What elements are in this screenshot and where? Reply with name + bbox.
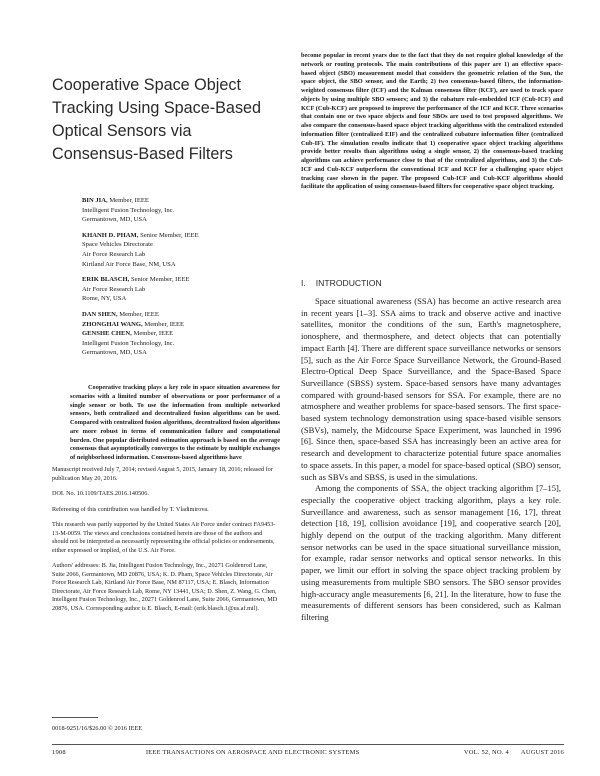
section-title: INTRODUCTION xyxy=(315,278,382,288)
author-role: Member, IEEE xyxy=(119,310,159,318)
page-number: 1908 xyxy=(52,749,66,756)
body-paragraph: Space situational awareness (SSA) has become an active research area in recent years [1–3]. SSA aims to track and observe active and inactive satellites, monitor the conditions of the sun, Earth's magnetosphere, ionosphere, and thermosphere, and detect objects that can potentially impact Earth [4]. There are different space surveillance networks or sensors [5], such as the Air Force Space Surveillance Network, the Ground-Based Electro-Optical Deep Space Surveillance, and the Space-Based Space Surveillance (SBSS) system. Space-based sensors have many advantages compared with ground-based sensors for SSA. For example, there are no atmosphere and weather problems for space-based sensors. The first space-based system technology demonstration using space-based visible sensors (SBVs), namely, the Midcourse Space Experiment, was launched in 1996 [6]. Since then, space-based SSA has increasingly been an active area for research and development to characterize potential future space anomalies to space assets. In this paper, a model for space-based optical (SBO) sensor, such as SBVs and SBSS, is used in the simulations. xyxy=(301,296,561,482)
page-footer xyxy=(52,749,564,756)
section-heading xyxy=(301,278,382,288)
manuscript-note: Refereeing of this contribution was handled by T. Vladimirova. xyxy=(52,505,209,513)
manuscript-note: DOI. No. 10.1109/TAES.2016.140506. xyxy=(52,490,149,497)
author-affiliation: Kirtland Air Force Base, NM, USA xyxy=(82,260,176,268)
manuscript-note: This research was partly supported by the United States Air Force under contract FA9453-13-M-0059. The views and conclusions contained herein are those of the authors and should not be interpreted as necessarily representing the official policies or endorsements, either expressed or implied, of the U.S. Air Force. xyxy=(52,521,276,554)
abstract-part1: Cooperative tracking plays a key role in space situation awareness for scenarios with a limited number of observations or poor performance of a single sensor or both. To use the information from multiple networked sensors, both centralized and decentralized fusion algorithms can be used. Compared with centralized fusion algorithms, decentralized fusion algorithms are more robust in terms of communication failure and computational burden. One popular distributed estimation approach is based on the average consensus that asymptotically converges to the estimate by multiple exchanges of neighborhood information. Consensus-based algorithms have xyxy=(70,384,280,461)
author-affiliation: Germantown, MD, USA xyxy=(82,349,147,357)
author-heading xyxy=(82,231,277,241)
journal-volume: VOL. 52, NO. 4 xyxy=(463,749,509,756)
copyright-line: 0018-9251/16/$26.00 © 2016 IEEE xyxy=(52,725,143,732)
copyright-rule xyxy=(52,717,98,718)
author-affiliation: Air Force Research Lab xyxy=(82,250,146,258)
section-number: I. xyxy=(301,278,306,288)
author-role: Senior Member, IEEE xyxy=(130,276,190,284)
author-role: Member, IEEE xyxy=(133,330,174,338)
journal-name: IEEE TRANSACTIONS ON AEROSPACE AND ELECTRONIC SYSTEMS xyxy=(145,749,360,756)
author-affiliation: Air Force Research Lab xyxy=(82,285,146,293)
abstract-part2: become popular in recent years due to the fact that they do not require global knowledge of the network or routing protocols. The main contributions of this paper are 1) an effective space-based object (SBO) measurement model that considers the geometric relation of the Sun, the space object, the SBO sensor, and the Earth; 2) two consensus-based filters, the information-weighted consensus filter (ICF) and the Kalman consensus filter (KCF), are used to track space objects by using multiple SBO sensors; and 3) the cubature rule-embedded ICF (Cub-ICF) and KCF (Cub-KCF) are proposed to improve the performance of the ICF and KCF. Three scenarios that contain one or two space objects and four SBOs are used to test proposed algorithms. We also compare the consensus-based space object tracking algorithms with the centralized extended information filter (centralized EIF) and the centralized cubature information filter (centralized Cub-IF). The simulation results indicate that 1) cooperative space object tracking algorithms provide better results than algorithms using a single sensor, 2) the consensus-based tracking algorithms can achieve performance close to that of the centralized algorithms, and 3) the Cub-ICF and Cub-KCF outperform the conventional ICF and KCF for a challenging space object tracking case shown in the paper. The proposed Cub-ICF and Cub-KCF algorithms should facilitate the application of using consensus-based filters for cooperative space object tracking. xyxy=(301,52,563,191)
author-affiliation: Germantown, MD, USA xyxy=(82,216,147,224)
footer-rule xyxy=(52,744,564,745)
author-name: ZHONGHAI WANG, xyxy=(82,320,143,328)
author-heading xyxy=(82,329,277,339)
author-heading xyxy=(82,275,277,285)
author-affiliation: Intelligent Fusion Technology, Inc. xyxy=(82,206,175,214)
journal-date: AUGUST 2016 xyxy=(520,749,564,756)
author-heading xyxy=(82,196,277,206)
body-paragraph: Among the components of SSA, the object tracking algorithm [7–15], especially the cooperative object tracking algorithm, plays a key role. Surveillance and awareness, such as sensor management [16, 17], threat detection [18, 19], collision avoidance [19], and cooperative search [20], highly depend on the output of the tracking algorithm. Many different sensor networks can be used in the space situational surveillance mission, for example, radar sensor networks and optical sensor networks. In this paper, we limit our effort in solving the space object tracking problem by using measurements from multiple SBO sensors. The SBO sensor provides high-accuracy angle measurements [6, 21]. In the literature, how to fuse the measurements of different sensors has been considered, such as Kalman filtering xyxy=(301,483,561,622)
paper-title: Cooperative Space Object Tracking Using Space-Based Optical Sensors via Consensus-Based Filters xyxy=(52,76,262,163)
manuscript-notes xyxy=(52,466,280,620)
author-block xyxy=(82,329,277,358)
author-heading xyxy=(82,320,277,330)
author-block xyxy=(82,231,277,269)
author-role: Member, IEEE xyxy=(109,197,149,204)
author-name: DAN SHEN, xyxy=(82,310,118,318)
author-affiliation: Intelligent Fusion Technology, Inc. xyxy=(82,339,175,347)
manuscript-note: Manuscript received July 7, 2014; revised August 5, 2015, January 18, 2016; released for publication May 20, 2016. xyxy=(52,466,273,482)
author-name: KHANH D. PHAM, xyxy=(82,231,139,239)
author-block xyxy=(82,196,277,225)
author-affiliation: Rome, NY, USA xyxy=(82,295,127,303)
author-block xyxy=(82,275,277,304)
manuscript-note: Authors' addresses: B. Jia, Intelligent Fusion Technology, Inc., 20271 Goldenrod Lane, Suite 2066, Germantown, MD 20876, USA; K. D. Pham, Space Vehicles Directorate, Air Force Research Lab, Kirtland Air Force Base, NM 87117, USA; E. Blasch, Information Directorate, Air Force Research Lab, Rome, NY 13441, USA; D. Shen, Z. Wang, G. Chen, Intelligent Fusion Technology, Inc., 20271 Goldenrod Lane, Suite 2066, Germantown, MD 20876, USA. Corresponding author is E. Blasch, E-mail: (erik.blasch.1@us.af.mil). xyxy=(52,562,278,612)
author-name: GENSHE CHEN, xyxy=(82,330,132,338)
author-role: Member, IEEE xyxy=(144,320,185,328)
author-name: ERIK BLASCH, xyxy=(82,276,130,284)
author-block xyxy=(82,310,277,320)
author-name: BIN JIA, xyxy=(82,197,108,204)
author-role: Senior Member, IEEE xyxy=(140,231,199,239)
introduction-body xyxy=(301,296,561,624)
author-affiliation: Space Vehicles Directorate xyxy=(82,241,153,249)
author-list xyxy=(82,196,277,364)
author-block xyxy=(82,320,277,330)
author-heading xyxy=(82,310,277,320)
